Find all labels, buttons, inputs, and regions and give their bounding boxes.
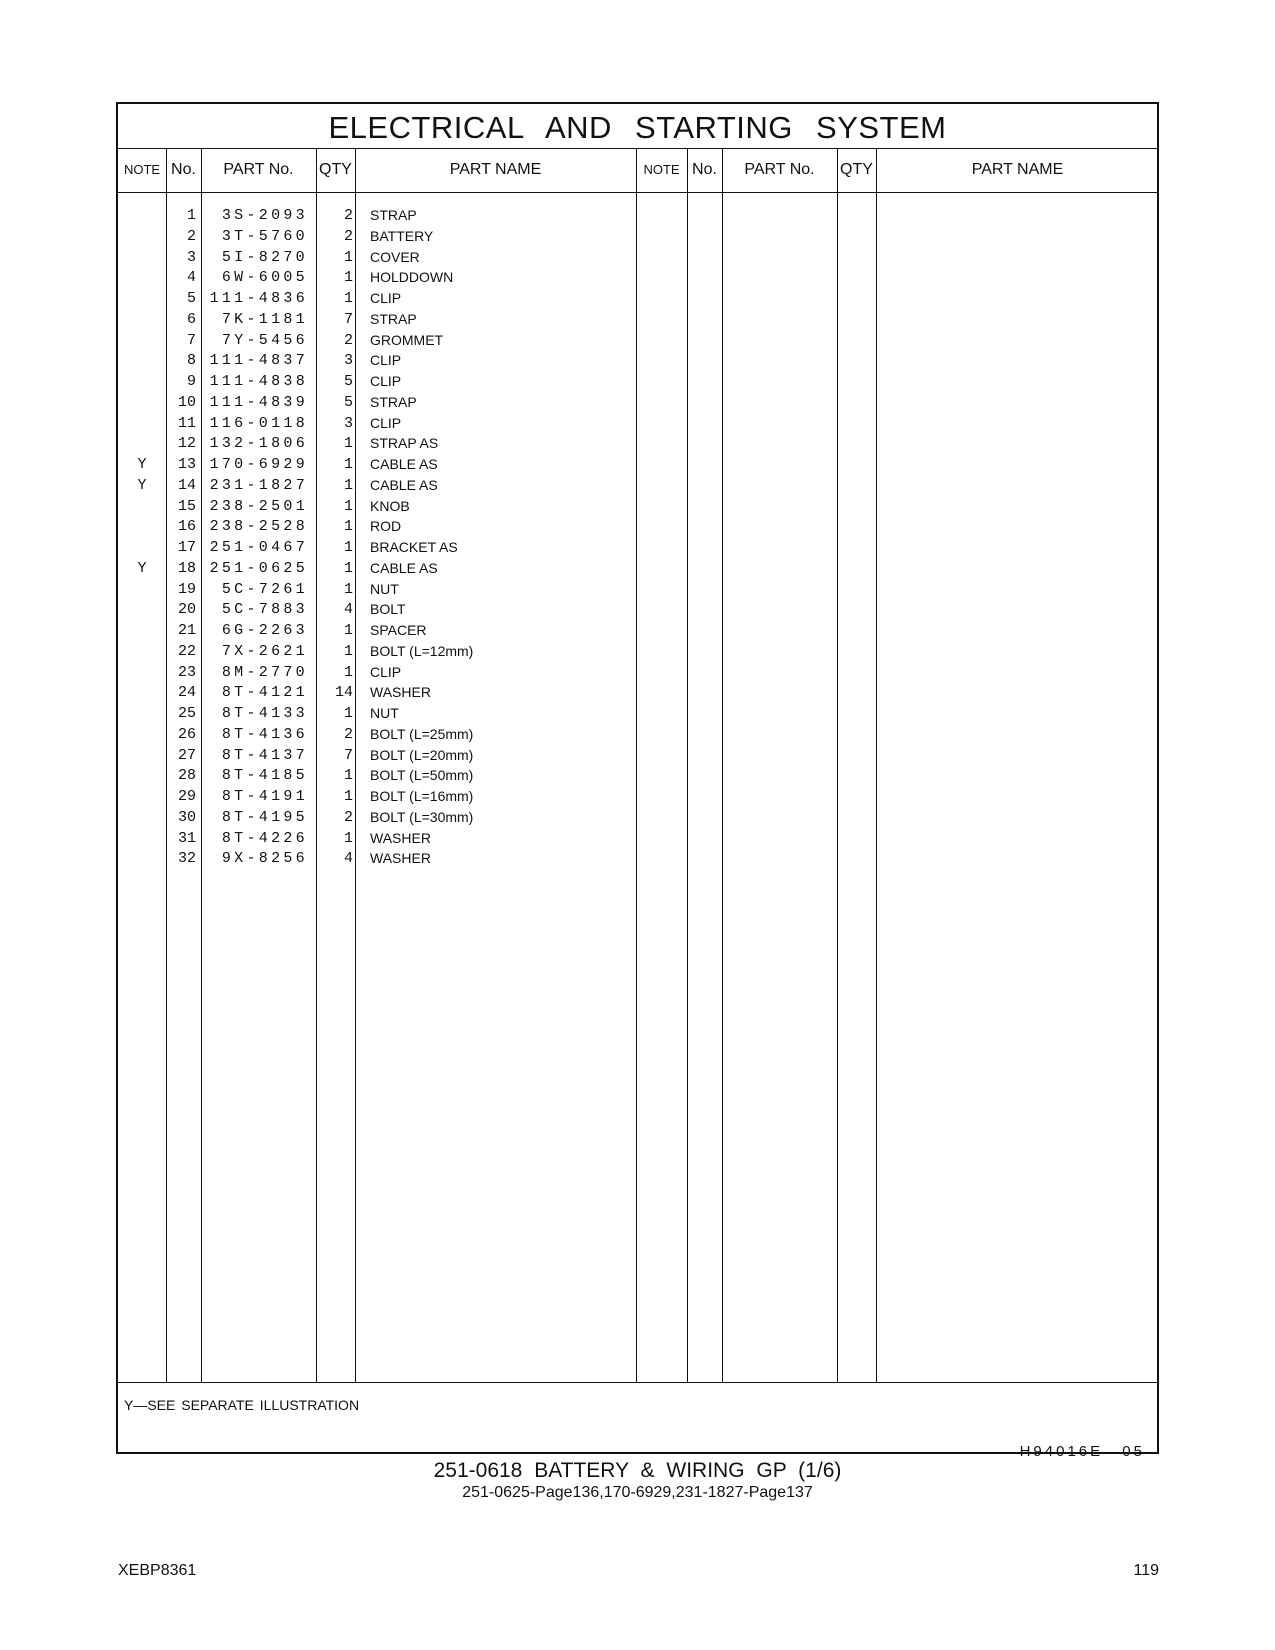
quantity-cell: 1 [343,829,353,847]
part-name-cell: CLIP [370,373,402,389]
part-name-cell: CABLE AS [370,559,438,576]
table-row [118,475,636,497]
column-divider [876,148,877,1382]
item-number-cell: 10 [177,393,196,411]
item-number-cell: 31 [177,829,196,847]
table-row [118,682,636,704]
part-number-cell: 8T-4185 [221,767,308,785]
part-number-cell: 5I-8270 [221,248,308,266]
part-name-cell: WASHER [370,850,431,867]
header-no: No. [692,161,717,178]
table-row [118,330,636,352]
quantity-cell: 1 [343,476,353,494]
quantity-cell: 2 [343,331,353,349]
quantity-cell: 1 [343,705,353,722]
table-row [118,309,636,331]
table-row [118,745,636,767]
quantity-cell: 1 [343,497,353,515]
part-number-cell: 251-0467 [209,539,308,556]
part-name-cell: NUT [370,580,399,597]
quantity-cell: 1 [343,290,353,307]
item-number-cell: 27 [177,746,196,764]
table-row [118,620,636,642]
item-number-cell: 7 [186,331,196,349]
table-row [118,350,636,372]
item-number-cell: 30 [177,808,196,826]
part-name-cell: WASHER [370,684,431,701]
quantity-cell: 1 [343,456,353,473]
part-number-cell: 116-0118 [209,414,308,432]
item-number-cell: 18 [177,559,196,577]
table-row [118,724,636,746]
item-number-cell: 5 [186,290,196,307]
part-number-cell: 6G-2263 [221,622,308,639]
item-number-cell: 2 [186,227,196,245]
quantity-cell: 1 [343,580,353,598]
table-row [118,205,636,227]
quantity-cell: 1 [343,622,353,639]
note-cell: Y [137,456,147,473]
table-row [118,848,636,870]
part-name-cell: COVER [370,248,420,265]
item-number-cell: 19 [177,580,196,598]
table-row [118,516,636,538]
item-number-cell: 8 [186,352,196,370]
item-number-cell: 11 [177,414,196,432]
quantity-cell: 3 [343,352,353,370]
header-no: No. [171,161,196,178]
table-row [118,558,636,580]
part-name-cell: GROMMET [370,331,444,348]
quantity-cell: 1 [343,642,353,660]
part-name-cell: BOLT (L=50mm) [370,767,474,784]
item-number-cell: 15 [177,497,196,515]
part-number-cell: 251-0625 [209,559,308,577]
table-row [118,413,636,435]
quantity-cell: 1 [343,435,353,453]
part-number-cell: 8T-4133 [221,705,308,722]
part-number-cell: 7K-1181 [221,310,308,328]
table-row [118,496,636,518]
item-number-cell: 24 [177,684,196,702]
quantity-cell: 1 [343,559,353,577]
part-name-cell: BOLT [370,601,406,618]
column-divider [687,148,688,1382]
column-divider [837,148,838,1382]
header-divider [118,192,1157,193]
header-qty: QTY [319,161,352,178]
item-number-cell: 6 [186,310,196,328]
note-cell: Y [137,476,147,494]
header-note: NOTE [123,162,161,177]
part-name-cell: CABLE AS [370,456,438,472]
quantity-cell: 2 [343,227,353,245]
quantity-cell: 5 [343,373,353,390]
table-row [118,537,636,559]
part-name-cell: WASHER [370,829,431,846]
table-row [118,267,636,289]
table-row [118,703,636,725]
part-number-cell: 231-1827 [209,476,308,494]
part-number-cell: 8T-4195 [221,808,308,826]
header-qty: QTY [840,161,873,178]
item-number-cell: 13 [177,456,196,473]
item-number-cell: 4 [186,269,196,287]
header-part-name: PART NAME [971,161,1064,178]
page-number: 119 [1133,1562,1159,1579]
part-number-cell: 238-2501 [209,497,308,515]
quantity-cell: 2 [343,725,353,743]
part-name-cell: HOLDDOWN [370,269,454,286]
group-caption: 251-0618 BATTERY & WIRING GP (1/6) [433,1459,842,1482]
part-name-cell: CLIP [370,352,402,369]
part-name-cell: STRAP [370,393,417,410]
table-row [118,247,636,269]
part-name-cell: BOLT (L=20mm) [370,746,474,763]
quantity-cell: 1 [343,518,353,536]
item-number-cell: 23 [177,663,196,681]
quantity-cell: 5 [343,393,353,411]
part-name-cell: CABLE AS [370,476,438,493]
quantity-cell: 1 [343,248,353,266]
part-name-cell: BOLT (L=30mm) [370,808,474,825]
part-number-cell: 5C-7261 [221,580,308,598]
footer-divider [118,1382,1157,1383]
table-row [118,579,636,601]
footnote: Y—SEE SEPARATE ILLUSTRATION [124,1397,360,1413]
part-number-cell: 111-4838 [209,373,308,390]
quantity-cell: 1 [343,539,353,556]
part-number-cell: 8T-4226 [221,829,308,847]
table-row [118,786,636,808]
item-number-cell: 22 [177,642,196,660]
part-number-cell: 8M-2770 [221,663,308,681]
part-number-cell: 111-4836 [209,290,308,307]
part-number-cell: 6W-6005 [221,269,308,287]
part-number-cell: 8T-4137 [221,746,308,764]
part-name-cell: STRAP [370,310,417,327]
part-number-cell: 111-4839 [209,393,308,411]
table-row [118,371,636,393]
table-row [118,662,636,684]
table-row [118,599,636,621]
header-part-no: PART No. [744,161,815,178]
part-number-cell: 7Y-5456 [221,331,308,349]
part-name-cell: CLIP [370,290,402,306]
quantity-cell: 2 [343,207,353,224]
column-divider [722,148,723,1382]
quantity-cell: 1 [343,269,353,287]
table-row [118,454,636,476]
item-number-cell: 28 [177,767,196,785]
table-row [118,828,636,850]
table-row [118,807,636,829]
item-number-cell: 9 [186,373,196,390]
part-name-cell: BOLT (L=12mm) [370,642,474,659]
quantity-cell: 1 [343,663,353,681]
part-name-cell: SPACER [370,622,427,638]
part-number-cell: 5C-7883 [221,601,308,619]
header-part-name: PART NAME [449,161,542,178]
item-number-cell: 3 [186,248,196,266]
item-number-cell: 1 [186,207,196,224]
part-name-cell: CLIP [370,663,402,680]
item-number-cell: 17 [177,539,196,556]
document-reference: H94016E 05 [1019,1443,1145,1460]
part-number-cell: 3S-2093 [221,207,308,224]
header-note: NOTE [643,162,680,177]
header-part-no: PART No. [223,161,294,178]
part-name-cell: STRAP AS [370,435,439,452]
quantity-cell: 7 [343,310,353,328]
part-name-cell: KNOB [370,497,410,514]
part-number-cell: 8T-4136 [221,725,308,743]
item-number-cell: 14 [177,476,196,494]
quantity-cell: 14 [334,684,353,702]
part-name-cell: BOLT (L=25mm) [370,725,474,742]
table-row [118,392,636,414]
part-number-cell: 238-2528 [209,518,308,536]
part-name-cell: CLIP [370,414,402,431]
part-number-cell: 9X-8256 [221,850,308,868]
parts-table [116,102,1159,1460]
item-number-cell: 29 [177,788,196,805]
part-number-cell: 7X-2621 [221,642,308,660]
quantity-cell: 1 [343,767,353,785]
page-title: ELECTRICAL AND STARTING SYSTEM [328,110,947,145]
part-number-cell: 132-1806 [209,435,308,453]
part-number-cell: 8T-4191 [221,788,308,805]
part-number-cell: 111-4837 [209,352,308,370]
part-number-cell: 8T-4121 [221,684,308,702]
part-name-cell: NUT [370,705,399,721]
quantity-cell: 7 [343,746,353,764]
part-name-cell: BATTERY [370,227,434,244]
note-cell: Y [137,559,147,577]
page-references: 251-0625-Page136,170-6929,231-1827-Page137 [462,1484,813,1501]
table-row [118,433,636,455]
part-name-cell: BRACKET AS [370,539,458,555]
part-name-cell: BOLT (L=16mm) [370,788,474,804]
part-name-cell: STRAP [370,207,417,223]
table-row [118,641,636,663]
part-name-cell: ROD [370,518,402,535]
item-number-cell: 20 [177,601,196,619]
item-number-cell: 32 [177,850,196,868]
quantity-cell: 3 [343,414,353,432]
quantity-cell: 1 [343,788,353,805]
table-row [118,288,636,310]
quantity-cell: 4 [343,601,353,619]
item-number-cell: 21 [177,622,196,639]
item-number-cell: 16 [177,518,196,536]
item-number-cell: 25 [177,705,196,722]
item-number-cell: 12 [177,435,196,453]
part-number-cell: 170-6929 [209,456,308,473]
part-number-cell: 3T-5760 [221,227,308,245]
quantity-cell: 4 [343,850,353,868]
quantity-cell: 2 [343,808,353,826]
item-number-cell: 26 [177,725,196,743]
table-row [118,765,636,787]
publication-number: XEBP8361 [118,1562,197,1579]
table-row [118,226,636,248]
